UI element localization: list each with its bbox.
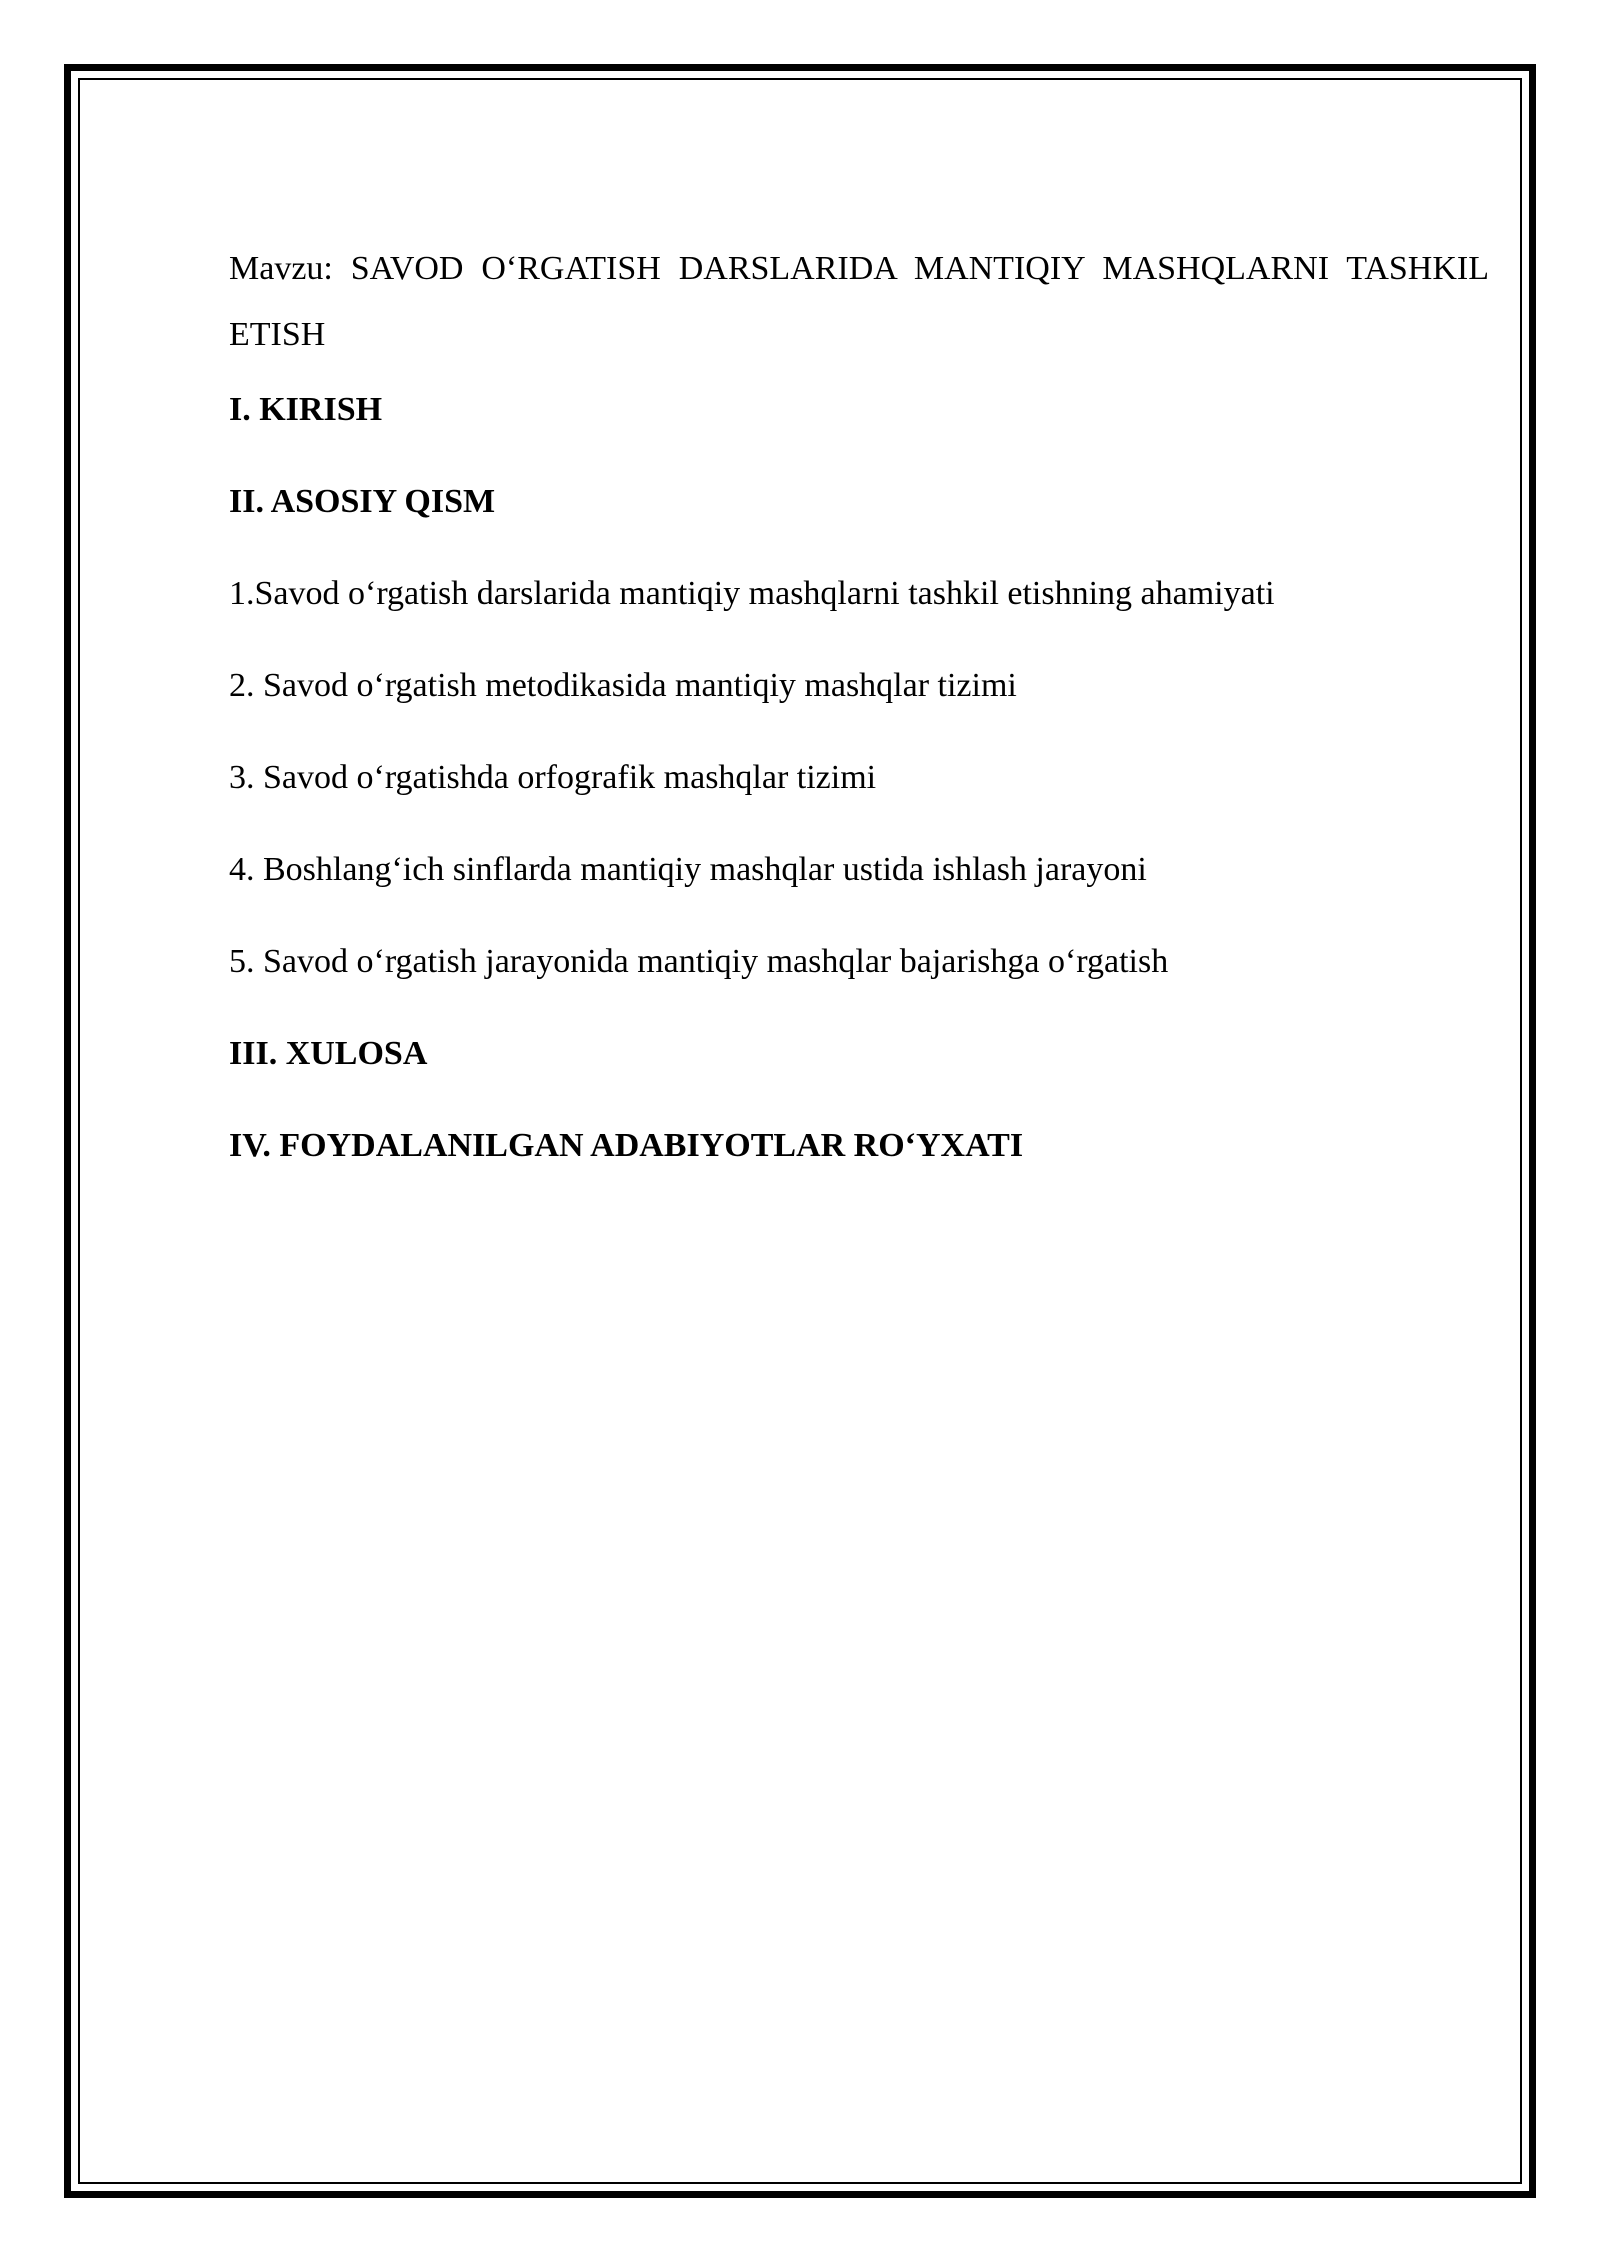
outline-item-3: 3. Savod o‘rgatishda orfografik mashqlar tizimi [229, 759, 877, 796]
section-heading-intro: I. KIRISH [229, 391, 383, 428]
outline-item-1: 1.Savod o‘rgatish darslarida mantiqiy mashqlarni tashkil etishning ahamiyati [229, 575, 1275, 612]
document-body [229, 236, 1489, 1214]
outline-item-2: 2. Savod o‘rgatish metodikasida mantiqiy mashqlar tizimi [229, 667, 1017, 704]
section-heading-conclusion: III. XULOSA [229, 1035, 428, 1072]
outline-item-5: 5. Savod o‘rgatish jarayonida mantiqiy mashqlar bajarishga o‘rgatish [229, 943, 1169, 980]
outline-item-4: 4. Boshlang‘ich sinflarda mantiqiy mashqlar ustida ishlash jarayoni [229, 851, 1147, 888]
topic-title: Mavzu: SAVOD O‘RGATISH DARSLARIDA MANTIQIY MASHQLARNI TASHKIL ETISH [229, 250, 1489, 353]
section-heading-main: II. ASOSIY QISM [229, 483, 496, 520]
section-heading-references: IV. FOYDALANILGAN ADABIYOTLAR RO‘YXATI [229, 1127, 1024, 1164]
